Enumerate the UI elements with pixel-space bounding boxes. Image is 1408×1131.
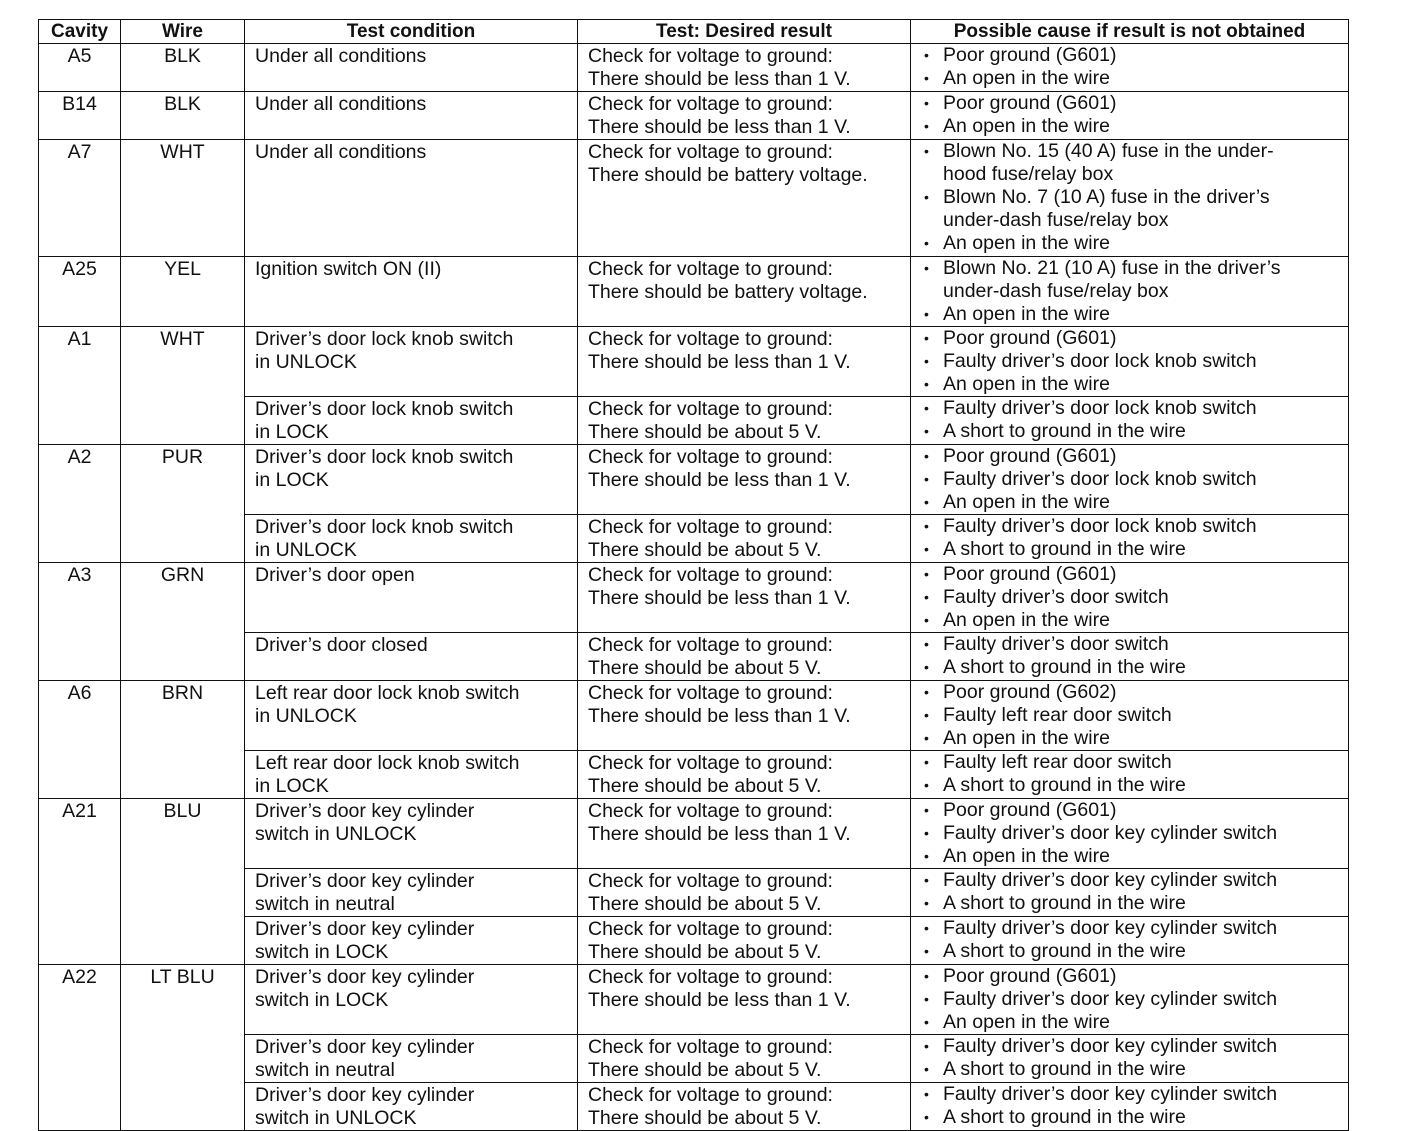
cause-list bbox=[915, 515, 1344, 561]
header-test-condition: Test condition bbox=[245, 20, 578, 44]
cause-item bbox=[915, 940, 1344, 963]
desired-result-line: There should be about 5 V. bbox=[588, 657, 822, 679]
test-condition-line: Under all conditions bbox=[255, 93, 427, 115]
cause-item bbox=[915, 1083, 1344, 1106]
desired-result-line: Check for voltage to ground: bbox=[588, 682, 833, 704]
possible-cause-cell bbox=[911, 445, 1349, 515]
desired-result-line: There should be battery voltage. bbox=[588, 164, 868, 186]
desired-result-line: There should be about 5 V. bbox=[588, 1107, 822, 1129]
desired-result-line: Check for voltage to ground: bbox=[588, 564, 833, 586]
cause-list bbox=[915, 92, 1344, 138]
desired-result-cell bbox=[578, 869, 911, 917]
table-row bbox=[39, 681, 1349, 751]
desired-result-line: Check for voltage to ground: bbox=[588, 45, 833, 67]
cause-line: • Faulty left rear door switch bbox=[943, 704, 1172, 726]
header-wire: Wire bbox=[121, 20, 245, 44]
possible-cause-cell bbox=[911, 751, 1349, 799]
cause-item bbox=[915, 633, 1344, 656]
test-condition-line: Driver’s door key cylinder bbox=[255, 870, 475, 892]
test-condition-line: in LOCK bbox=[255, 421, 329, 443]
cause-list bbox=[915, 751, 1344, 797]
cause-line: • Faulty driver’s door lock knob switch bbox=[943, 350, 1257, 372]
wire-color-cell: BRN bbox=[121, 681, 245, 799]
desired-result-cell bbox=[578, 917, 911, 965]
cavity-cell: A21 bbox=[39, 799, 121, 965]
desired-result-cell bbox=[578, 397, 911, 445]
test-condition-line: Driver’s door key cylinder bbox=[255, 1084, 475, 1106]
wire-color-cell: LT BLU bbox=[121, 965, 245, 1131]
test-condition-line: Driver’s door closed bbox=[255, 634, 428, 656]
cause-line: • Blown No. 15 (40 A) fuse in the under- bbox=[943, 140, 1274, 162]
test-condition-cell bbox=[245, 869, 578, 917]
cause-item bbox=[915, 538, 1344, 561]
desired-result-line: Check for voltage to ground: bbox=[588, 800, 833, 822]
table-row bbox=[39, 445, 1349, 515]
possible-cause-cell bbox=[911, 799, 1349, 869]
desired-result-cell bbox=[578, 751, 911, 799]
cavity-cell: A1 bbox=[39, 327, 121, 445]
cause-line: • An open in the wire bbox=[943, 845, 1110, 867]
desired-result-line: There should be less than 1 V. bbox=[588, 823, 851, 845]
test-condition-cell bbox=[245, 917, 578, 965]
desired-result-line: There should be about 5 V. bbox=[588, 775, 822, 797]
desired-result-line: Check for voltage to ground: bbox=[588, 1084, 833, 1106]
table-row bbox=[39, 92, 1349, 140]
cause-item bbox=[915, 563, 1344, 586]
cause-line: • A short to ground in the wire bbox=[943, 538, 1186, 560]
cavity-cell: A25 bbox=[39, 257, 121, 327]
desired-result-cell bbox=[578, 799, 911, 869]
desired-result-line: There should be less than 1 V. bbox=[588, 68, 851, 90]
desired-result-line: There should be less than 1 V. bbox=[588, 989, 851, 1011]
cause-list bbox=[915, 869, 1344, 915]
cause-line: • Faulty driver’s door key cylinder switch bbox=[943, 1083, 1278, 1105]
desired-result-line: There should be about 5 V. bbox=[588, 1059, 822, 1081]
desired-result-line: There should be less than 1 V. bbox=[588, 469, 851, 491]
test-condition-line: in LOCK bbox=[255, 469, 329, 491]
test-condition-line: switch in LOCK bbox=[255, 989, 389, 1011]
desired-result-line: There should be less than 1 V. bbox=[588, 587, 851, 609]
cause-item bbox=[915, 751, 1344, 774]
desired-result-cell bbox=[578, 44, 911, 92]
cause-list bbox=[915, 917, 1344, 963]
table-row bbox=[39, 44, 1349, 92]
desired-result-cell bbox=[578, 1083, 911, 1131]
table-row bbox=[39, 257, 1349, 327]
desired-result-cell bbox=[578, 515, 911, 563]
cause-line: • A short to ground in the wire bbox=[943, 1106, 1186, 1128]
desired-result-cell bbox=[578, 633, 911, 681]
cause-item bbox=[915, 965, 1344, 988]
cause-item bbox=[915, 892, 1344, 915]
cause-line: • Faulty driver’s door lock knob switch bbox=[943, 515, 1257, 537]
cause-line: under-dash fuse/relay box bbox=[943, 280, 1169, 302]
header-possible-cause: Possible cause if result is not obtained bbox=[911, 20, 1349, 44]
test-condition-cell bbox=[245, 140, 578, 257]
test-condition-line: switch in UNLOCK bbox=[255, 823, 417, 845]
cause-line: • A short to ground in the wire bbox=[943, 420, 1186, 442]
cause-line: • Faulty driver’s door key cylinder switch bbox=[943, 869, 1278, 891]
cause-list bbox=[915, 633, 1344, 679]
cause-line: • Poor ground (G601) bbox=[943, 92, 1117, 114]
table-row bbox=[39, 563, 1349, 633]
cause-item bbox=[915, 115, 1344, 138]
cause-line: • Poor ground (G601) bbox=[943, 44, 1117, 66]
desired-result-line: Check for voltage to ground: bbox=[588, 328, 833, 350]
cause-item bbox=[915, 845, 1344, 868]
possible-cause-cell bbox=[911, 1083, 1349, 1131]
cause-line: • Faulty driver’s door key cylinder switch bbox=[943, 1035, 1278, 1057]
cause-item bbox=[915, 257, 1344, 303]
cause-line: hood fuse/relay box bbox=[943, 163, 1114, 185]
test-condition-line: in UNLOCK bbox=[255, 351, 357, 373]
test-condition-line: Under all conditions bbox=[255, 45, 427, 67]
cause-line: • Poor ground (G601) bbox=[943, 327, 1117, 349]
test-condition-cell bbox=[245, 563, 578, 633]
desired-result-line: There should be battery voltage. bbox=[588, 281, 868, 303]
cause-line: • Faulty driver’s door key cylinder switch bbox=[943, 988, 1278, 1010]
desired-result-line: Check for voltage to ground: bbox=[588, 1036, 833, 1058]
test-condition-line: Driver’s door lock knob switch bbox=[255, 516, 514, 538]
test-condition-line: switch in UNLOCK bbox=[255, 1107, 417, 1129]
cause-item bbox=[915, 515, 1344, 538]
test-condition-line: switch in LOCK bbox=[255, 941, 389, 963]
desired-result-line: There should be less than 1 V. bbox=[588, 351, 851, 373]
test-condition-cell bbox=[245, 327, 578, 397]
cause-list bbox=[915, 140, 1344, 255]
cause-item bbox=[915, 704, 1344, 727]
cause-item bbox=[915, 917, 1344, 940]
cause-list bbox=[915, 327, 1344, 396]
table-row bbox=[39, 140, 1349, 257]
cause-list bbox=[915, 965, 1344, 1034]
test-condition-line: Driver’s door open bbox=[255, 564, 415, 586]
test-condition-line: Ignition switch ON (II) bbox=[255, 258, 442, 280]
cause-item bbox=[915, 373, 1344, 396]
cause-line: • Poor ground (G601) bbox=[943, 563, 1117, 585]
test-condition-cell bbox=[245, 44, 578, 92]
possible-cause-cell bbox=[911, 140, 1349, 257]
cause-line: • An open in the wire bbox=[943, 303, 1110, 325]
desired-result-line: Check for voltage to ground: bbox=[588, 516, 833, 538]
cause-list bbox=[915, 563, 1344, 632]
possible-cause-cell bbox=[911, 681, 1349, 751]
possible-cause-cell bbox=[911, 397, 1349, 445]
possible-cause-cell bbox=[911, 1035, 1349, 1083]
desired-result-cell bbox=[578, 257, 911, 327]
possible-cause-cell bbox=[911, 633, 1349, 681]
desired-result-line: Check for voltage to ground: bbox=[588, 918, 833, 940]
desired-result-line: Check for voltage to ground: bbox=[588, 258, 833, 280]
cause-item bbox=[915, 1011, 1344, 1034]
cause-item bbox=[915, 350, 1344, 373]
cause-line: • An open in the wire bbox=[943, 727, 1110, 749]
cause-item bbox=[915, 327, 1344, 350]
cause-line: • Faulty driver’s door lock knob switch bbox=[943, 468, 1257, 490]
desired-result-line: There should be about 5 V. bbox=[588, 539, 822, 561]
cause-item bbox=[915, 67, 1344, 90]
cause-list bbox=[915, 445, 1344, 514]
cause-list bbox=[915, 44, 1344, 90]
wire-color-cell: PUR bbox=[121, 445, 245, 563]
cause-line: • Faulty driver’s door lock knob switch bbox=[943, 397, 1257, 419]
cause-line: • Faulty left rear door switch bbox=[943, 751, 1172, 773]
test-condition-line: Driver’s door lock knob switch bbox=[255, 446, 514, 468]
test-condition-cell bbox=[245, 633, 578, 681]
possible-cause-cell bbox=[911, 44, 1349, 92]
test-condition-line: Left rear door lock knob switch bbox=[255, 682, 520, 704]
cause-item bbox=[915, 1058, 1344, 1081]
cause-item bbox=[915, 1106, 1344, 1129]
cause-item bbox=[915, 92, 1344, 115]
possible-cause-cell bbox=[911, 515, 1349, 563]
table-row bbox=[39, 799, 1349, 869]
desired-result-cell bbox=[578, 445, 911, 515]
desired-result-cell bbox=[578, 681, 911, 751]
header-cavity: Cavity bbox=[39, 20, 121, 44]
cavity-cell: A2 bbox=[39, 445, 121, 563]
cavity-cell: A6 bbox=[39, 681, 121, 799]
cause-item bbox=[915, 869, 1344, 892]
cause-item bbox=[915, 397, 1344, 420]
desired-result-line: Check for voltage to ground: bbox=[588, 446, 833, 468]
cavity-cell: B14 bbox=[39, 92, 121, 140]
desired-result-line: There should be less than 1 V. bbox=[588, 116, 851, 138]
wire-color-cell: WHT bbox=[121, 327, 245, 445]
test-condition-cell bbox=[245, 1035, 578, 1083]
cause-list bbox=[915, 397, 1344, 443]
wire-color-cell: YEL bbox=[121, 257, 245, 327]
desired-result-line: There should be less than 1 V. bbox=[588, 705, 851, 727]
test-condition-cell bbox=[245, 445, 578, 515]
test-condition-cell bbox=[245, 965, 578, 1035]
possible-cause-cell bbox=[911, 965, 1349, 1035]
wire-color-cell: GRN bbox=[121, 563, 245, 681]
desired-result-line: Check for voltage to ground: bbox=[588, 93, 833, 115]
cause-line: • A short to ground in the wire bbox=[943, 656, 1186, 678]
wire-color-cell: BLK bbox=[121, 44, 245, 92]
cause-list bbox=[915, 681, 1344, 750]
cause-line: • Poor ground (G601) bbox=[943, 445, 1117, 467]
possible-cause-cell bbox=[911, 869, 1349, 917]
cause-line: • Faulty driver’s door key cylinder switch bbox=[943, 822, 1278, 844]
test-condition-cell bbox=[245, 257, 578, 327]
cause-item bbox=[915, 799, 1344, 822]
test-condition-line: in LOCK bbox=[255, 775, 329, 797]
cause-line: • A short to ground in the wire bbox=[943, 1058, 1186, 1080]
cavity-cell: A7 bbox=[39, 140, 121, 257]
header-desired-result: Test: Desired result bbox=[578, 20, 911, 44]
cause-item bbox=[915, 445, 1344, 468]
test-condition-cell bbox=[245, 515, 578, 563]
cause-line: • Blown No. 7 (10 A) fuse in the driver’s bbox=[943, 186, 1270, 208]
cause-item bbox=[915, 656, 1344, 679]
test-condition-line: Driver’s door lock knob switch bbox=[255, 398, 514, 420]
test-condition-line: switch in neutral bbox=[255, 893, 395, 915]
possible-cause-cell bbox=[911, 92, 1349, 140]
desired-result-line: Check for voltage to ground: bbox=[588, 870, 833, 892]
cause-line: under-dash fuse/relay box bbox=[943, 209, 1169, 231]
cause-line: • An open in the wire bbox=[943, 373, 1110, 395]
test-condition-cell bbox=[245, 681, 578, 751]
cavity-cell: A5 bbox=[39, 44, 121, 92]
cause-line: • Poor ground (G601) bbox=[943, 965, 1117, 987]
test-condition-line: switch in neutral bbox=[255, 1059, 395, 1081]
test-condition-cell bbox=[245, 1083, 578, 1131]
cause-item bbox=[915, 186, 1344, 232]
test-condition-line: in UNLOCK bbox=[255, 705, 357, 727]
cause-item bbox=[915, 681, 1344, 704]
cause-line: • Faulty driver’s door switch bbox=[943, 586, 1169, 608]
cavity-cell: A3 bbox=[39, 563, 121, 681]
table-row bbox=[39, 965, 1349, 1035]
cause-list bbox=[915, 1083, 1344, 1129]
test-condition-line: Driver’s door key cylinder bbox=[255, 918, 475, 940]
test-condition-line: Left rear door lock knob switch bbox=[255, 752, 520, 774]
cause-item bbox=[915, 491, 1344, 514]
cause-line: • Poor ground (G602) bbox=[943, 681, 1117, 703]
test-condition-line: Driver’s door lock knob switch bbox=[255, 328, 514, 350]
desired-result-line: Check for voltage to ground: bbox=[588, 966, 833, 988]
cause-line: • Faulty driver’s door switch bbox=[943, 633, 1169, 655]
header-row bbox=[39, 20, 1349, 44]
cause-line: • A short to ground in the wire bbox=[943, 940, 1186, 962]
desired-result-cell bbox=[578, 140, 911, 257]
wire-color-cell: BLK bbox=[121, 92, 245, 140]
desired-result-cell bbox=[578, 563, 911, 633]
possible-cause-cell bbox=[911, 563, 1349, 633]
cause-line: • An open in the wire bbox=[943, 232, 1110, 254]
cause-line: • Poor ground (G601) bbox=[943, 799, 1117, 821]
test-condition-line: Driver’s door key cylinder bbox=[255, 800, 475, 822]
cause-line: • An open in the wire bbox=[943, 67, 1110, 89]
desired-result-cell bbox=[578, 965, 911, 1035]
desired-result-line: Check for voltage to ground: bbox=[588, 398, 833, 420]
desired-result-cell bbox=[578, 1035, 911, 1083]
desired-result-line: Check for voltage to ground: bbox=[588, 141, 833, 163]
possible-cause-cell bbox=[911, 917, 1349, 965]
test-condition-line: Driver’s door key cylinder bbox=[255, 966, 475, 988]
possible-cause-cell bbox=[911, 327, 1349, 397]
desired-result-line: There should be about 5 V. bbox=[588, 941, 822, 963]
desired-result-line: Check for voltage to ground: bbox=[588, 752, 833, 774]
cause-line: • Blown No. 21 (10 A) fuse in the driver’s bbox=[943, 257, 1281, 279]
test-condition-line: Under all conditions bbox=[255, 141, 427, 163]
table-row bbox=[39, 327, 1349, 397]
cause-item bbox=[915, 988, 1344, 1011]
test-condition-line: in UNLOCK bbox=[255, 539, 357, 561]
cause-line: • Faulty driver’s door key cylinder switch bbox=[943, 917, 1278, 939]
cause-item bbox=[915, 232, 1344, 255]
cause-item bbox=[915, 468, 1344, 491]
cause-list bbox=[915, 1035, 1344, 1081]
cause-item bbox=[915, 586, 1344, 609]
desired-result-line: Check for voltage to ground: bbox=[588, 634, 833, 656]
cause-line: • An open in the wire bbox=[943, 609, 1110, 631]
wire-color-cell: BLU bbox=[121, 799, 245, 965]
cause-item bbox=[915, 140, 1344, 186]
cause-line: • A short to ground in the wire bbox=[943, 892, 1186, 914]
cause-item bbox=[915, 727, 1344, 750]
cause-line: • A short to ground in the wire bbox=[943, 774, 1186, 796]
desired-result-line: There should be about 5 V. bbox=[588, 421, 822, 443]
test-condition-cell bbox=[245, 799, 578, 869]
cause-list bbox=[915, 257, 1344, 326]
cause-item bbox=[915, 822, 1344, 845]
cause-list bbox=[915, 799, 1344, 868]
troubleshooting-table bbox=[38, 19, 1349, 1131]
test-condition-cell bbox=[245, 397, 578, 445]
desired-result-cell bbox=[578, 327, 911, 397]
cause-item bbox=[915, 1035, 1344, 1058]
cause-item bbox=[915, 774, 1344, 797]
test-condition-cell bbox=[245, 92, 578, 140]
cause-item bbox=[915, 609, 1344, 632]
test-condition-cell bbox=[245, 751, 578, 799]
possible-cause-cell bbox=[911, 257, 1349, 327]
cause-item bbox=[915, 420, 1344, 443]
desired-result-line: There should be about 5 V. bbox=[588, 893, 822, 915]
cause-line: • An open in the wire bbox=[943, 115, 1110, 137]
wire-color-cell: WHT bbox=[121, 140, 245, 257]
desired-result-cell bbox=[578, 92, 911, 140]
test-condition-line: Driver’s door key cylinder bbox=[255, 1036, 475, 1058]
cause-line: • An open in the wire bbox=[943, 491, 1110, 513]
cause-item bbox=[915, 44, 1344, 67]
cause-item bbox=[915, 303, 1344, 326]
cause-line: • An open in the wire bbox=[943, 1011, 1110, 1033]
table-body bbox=[39, 44, 1349, 1131]
cavity-cell: A22 bbox=[39, 965, 121, 1131]
